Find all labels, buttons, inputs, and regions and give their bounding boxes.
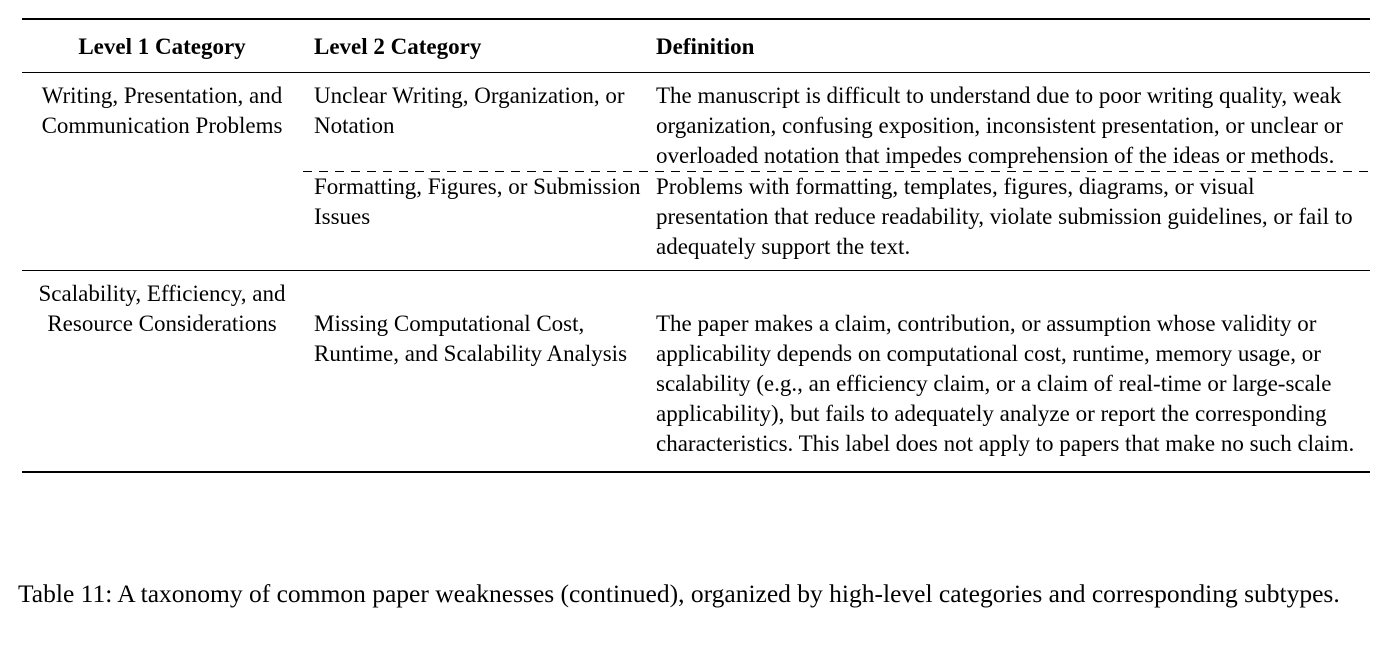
header-row: [22, 20, 1370, 72]
table-row: [22, 73, 1370, 171]
taxonomy-table-container: [22, 18, 1370, 473]
level2-cell: Missing Computational Cost, Runtime, and Scalability Analysis: [314, 311, 628, 366]
table-caption: Table 11: A taxonomy of common paper weaknesses (continued), organized by high-level categories and corresponding subtypes.: [18, 579, 1340, 608]
level2-cell: Unclear Writing, Organization, or Notation: [314, 83, 625, 138]
table-row: [22, 271, 1370, 471]
group-writing: [22, 73, 1370, 171]
group-scalability: [22, 271, 1370, 471]
definition-cell: The paper makes a claim, contribution, or assumption whose validity or applicability depends on computational cost, runtime, memory usage, or scalability (e.g., an efficiency claim, or a claim of real-time or large-scale applicability), but fails to adequately analyze or report the corresponding characteristics. This label does not apply to papers that make no such claim.: [656, 311, 1355, 456]
definition-cell: Problems with formatting, templates, figures, diagrams, or visual presentation that reduce readability, violate submission guidelines, or fail to adequately support the text.: [656, 174, 1353, 259]
level1-cell: Writing, Presentation, and Communication Problems: [41, 83, 283, 138]
group-writing-row2: [22, 172, 1370, 270]
level2-cell: Formatting, Figures, or Submission Issues: [314, 174, 641, 229]
definition-cell: The manuscript is difficult to understand due to poor writing quality, weak organization, confusing exposition, inconsistent presentation, or unclear or overloaded notation that impedes comprehension of the ideas or methods.: [656, 83, 1343, 168]
bottom-rule: [22, 471, 1370, 473]
header-level1: Level 1 Category: [78, 34, 246, 59]
table-row: [22, 172, 1370, 270]
header-definition: Definition: [656, 34, 755, 59]
level1-cell: Scalability, Efficiency, and Resource Considerations: [38, 281, 286, 336]
header-level2: Level 2 Category: [314, 34, 482, 59]
taxonomy-table: [22, 20, 1370, 72]
level1-cell-empty: [22, 172, 302, 270]
